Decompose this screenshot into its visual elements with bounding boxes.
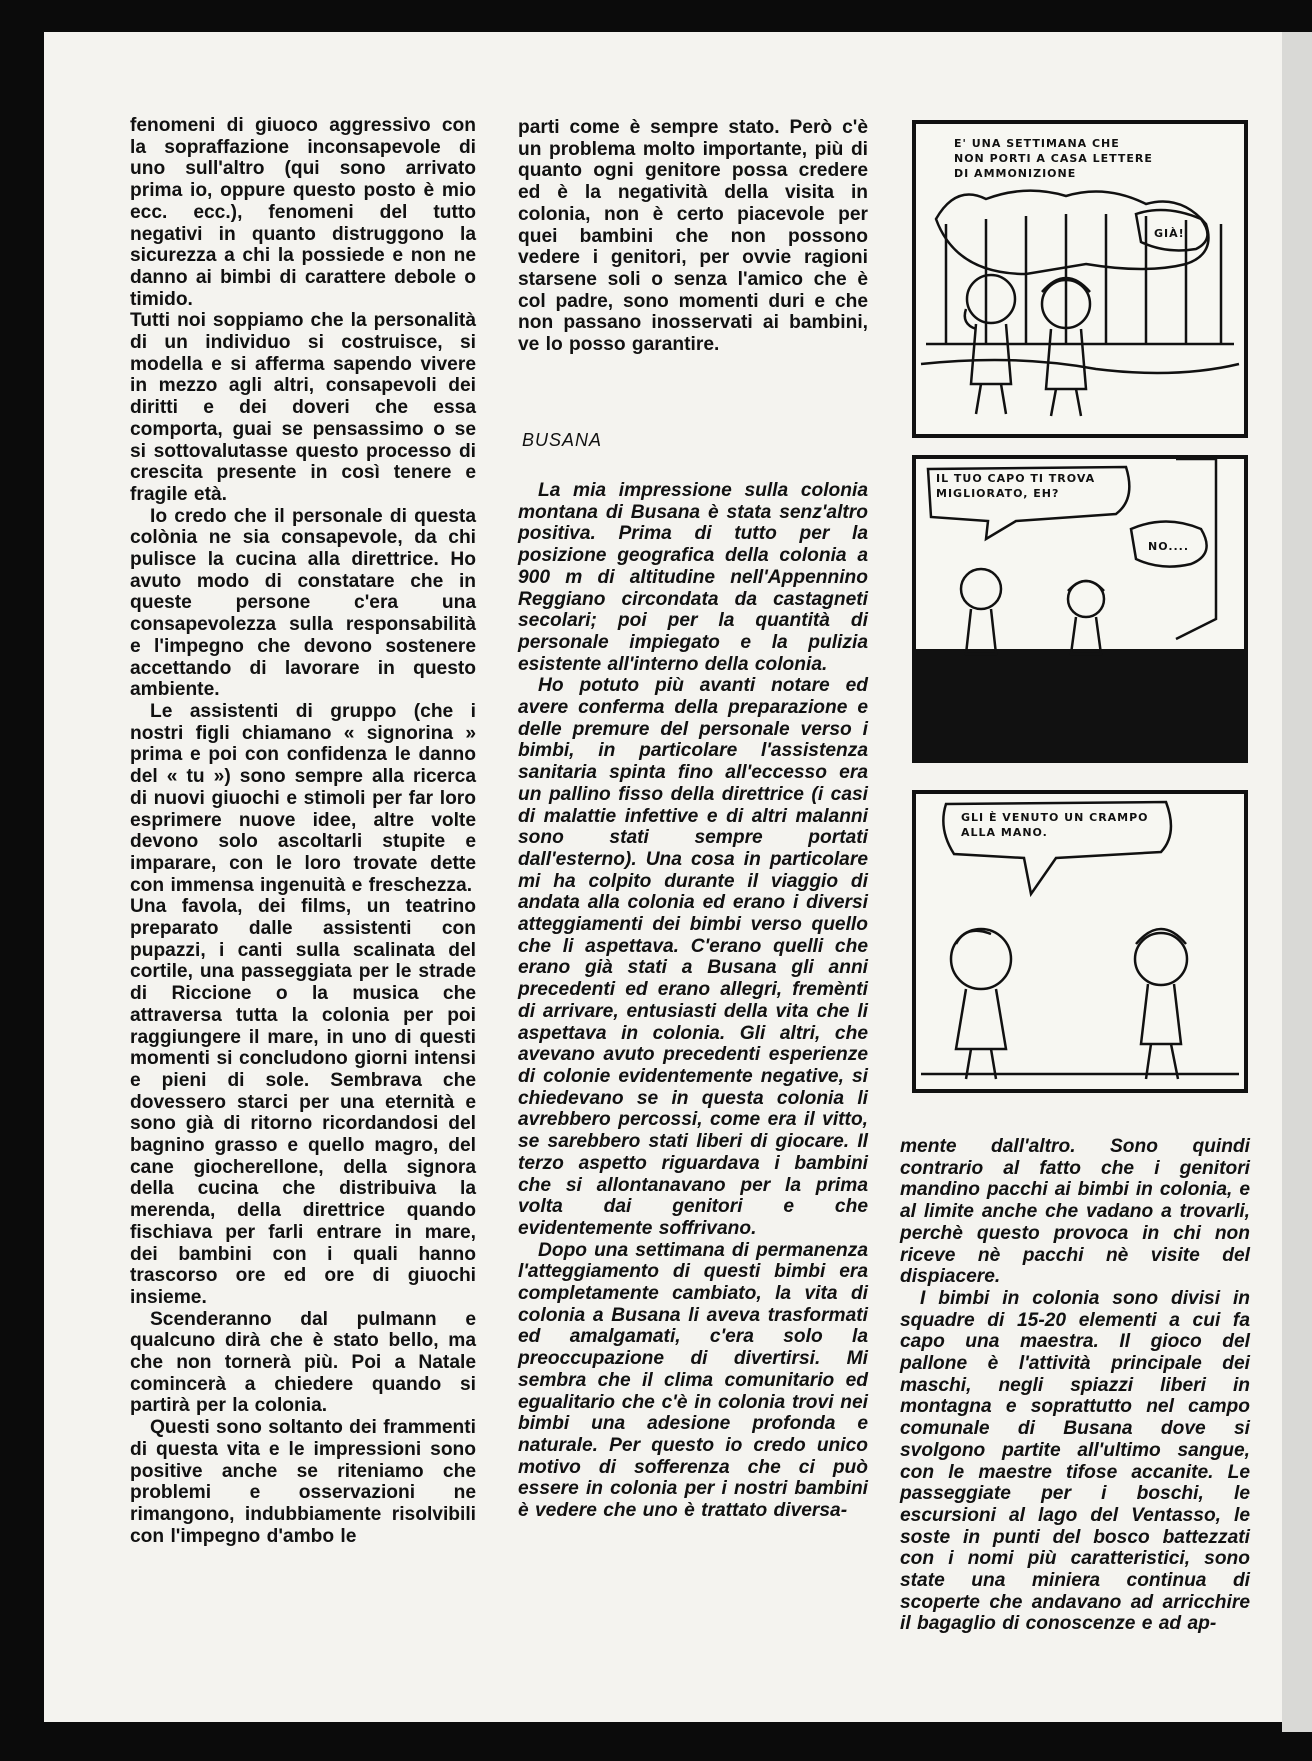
paragraph: Scenderanno dal pulmann e qualcuno dirà che è stato bello, ma che non tornerà più. Poi a Natale comincerà a chiedere quando si partirà per la colonia. xyxy=(130,1308,476,1417)
paragraph: mente dall'altro. Sono quindi contrario al fatto che i genitori mandino pacchi ai bimbi in colonia, e al limite anche che vadano a trovarli, perchè questo provoca in chi non riceve nè pacchi nè visite del dispiacere. xyxy=(900,1136,1250,1288)
next-page-edge xyxy=(1282,32,1312,1732)
section-heading: BUSANA xyxy=(522,430,603,450)
paragraph: Una favola, dei films, un teatrino preparato dalle assistenti con pupazzi, i canti sulla scalinata del cortile, una passeggiata per le strade di Riccione o la musica che attraversa tutta la colonia per poi raggiungere il mare, in uno di questi momenti si concludono giorni intensi e pieni di sole. Sembrava che dovessero starci per una eternità e sono già di ritorno ricordandosi del bagnino grasso e quello magro, del cane giocherellone, della signora della cucina che distribuiva la merenda, della direttrice quando fischiava per farli entrare in mare, dei bambini con i quali hanno trascorso ore ed ore di giuochi insieme. xyxy=(130,896,476,1308)
article-column-2 xyxy=(518,117,868,356)
paragraph: I bimbi in colonia sono divisi in squadre di 15-20 elementi a cui fa capo una maestra. Il gioco del pallone è l'attività principale dei maschi, negli spiazzi liberi in montagna e soprattutto nel campo comunale di Busana dove si svolgono partite all'ultimo sangue, con le maestre tifose accanite. Le passeggiate per i boschi, le escursioni al lago del Ventasso, le soste in punti del bosco battezzati con i nomi più caratteristici, sono state una miniera continua di scoperte che andavano ad arricchire il bagaglio di conoscenze e ad ap- xyxy=(900,1287,1250,1635)
paragraph: Dopo una settimana di permanenza l'atteggiamento di questi bimbi era completamente cambiato, la vita di colonia a Busana li aveva trasformati ed amalgamati, c'era solo la preoccupazione di divertirsi. Mi sembra che il clima comunitario ed egualitario che c'è in colonia trovi nei bimbi una adesione profonda e naturale. Per questo io credo unico motivo di sofferenza che ci può essere in colonia per i nostri bambini è vedere che uno è trattato diversa- xyxy=(518,1239,868,1522)
paragraph: parti come è sempre stato. Però c'è un problema molto importante, più di quanto ogni genitore possa credere ed è la negatività della visita in colonia, non è certo piacevole per quei bambini che non possono vedere i genitori, per ovvie ragioni starsene soli o senza l'amico che è col padre, sono momenti duri e che non passano inosservati ai bambini, ve lo posso garantire. xyxy=(518,117,868,356)
speech-bubble: IL TUO CAPO TI TROVA MIGLIORATO, EH? xyxy=(936,472,1096,500)
article-column-1 xyxy=(130,115,476,1547)
paragraph: La mia impressione sulla colonia montana di Busana è stata senz'altro positiva. Prima di tutto per la posizione geografica della colonia a 900 m di altitudine nell'Appennino Reggiano circondata da castagneti secolari; poi per la quantità di personale impiegato e la pulizia esistente all'interno della colonia. xyxy=(518,480,868,675)
comic-panel-3 xyxy=(912,790,1248,1093)
top-border xyxy=(0,0,1312,32)
speech-bubble: GIÀ! xyxy=(1154,227,1185,240)
comic-panel-2 xyxy=(912,455,1248,763)
speech-bubble: GLI È VENUTO UN CRAMPO ALLA MANO. xyxy=(961,811,1149,839)
paragraph: Io credo che il personale di questa colònia ne sia consapevole, da chi pulisce la cucina alla direttrice. Ho avuto modo di constatare che in queste persone c'era una consapevolezza sulla responsabilità e l'impegno che devono sostenere accettando di lavorare in questo ambiente. xyxy=(130,505,476,701)
speech-bubble: NO.... xyxy=(1148,540,1190,553)
paragraph: Ho potuto più avanti notare ed avere conferma della preparazione e delle premure del personale verso i bimbi, in particolare l'assistenza sanitaria spinta fino all'eccesso era un pallino fisso della direttrice (i casi di malattie infettive e di altri malanni sono stati sempre portati dall'esterno). Una cosa in particolare mi ha colpito durante il viaggio di andata alla colonia ed erano i diversi atteggiamenti dei bimbi verso quello che li aspettava. C'erano quelli che erano già stati a Busana gli anni precedenti ed erano allegri, fremènti di arrivare, entusiasti della vita che li aspettava in colonia. Gli altri, che avevano avuto precedenti esperienze di colonie evidentemente negative, si chiedevano se in questa colonia li avrebbero percossi, come era il vitto, se sarebbero stati liberi di giocare. Il terzo aspetto riguardava i bambini che si allontanavano per la prima volta dai genitori e che evidentemente soffrivano. xyxy=(518,675,868,1239)
paragraph: Questi sono soltanto dei frammenti di questa vita e le impressioni sono positive anche se riteniamo che problemi e osservazioni ne rimangono, indubbiamente risolvibili con l'impegno d'ambo le xyxy=(130,1417,476,1547)
article-column-2-italic xyxy=(518,480,868,1522)
comic-panel-1 xyxy=(912,120,1248,438)
paragraph: fenomeni di giuoco aggressivo con la sopraffazione inconsapevole di uno sull'altro (qui sono arrivato prima io, oppure questo posto è mio ecc. ecc.), fenomeni del tutto negativi in quanto distruggono la sicurezza a chi la possiede e non ne danno ai bimbi di carattere debole o timido. xyxy=(130,115,476,310)
article-column-3 xyxy=(900,1136,1250,1635)
speech-bubble: E' UNA SETTIMANA CHE NON PORTI A CASA LETTERE DI AMMONIZIONE xyxy=(954,137,1153,180)
comic-drawing-2 xyxy=(916,459,1244,759)
paragraph: Tutti noi soppiamo che la personalità di un individuo si costruisce, si modella e si afferma sapendo vivere in mezzo agli altri, consapevoli dei diritti e dei doveri che essa comporta, guai se pensassimo o se si sottovalutasse questo processo di crescita presente in così tenere e fragile età. xyxy=(130,310,476,505)
paragraph: Le assistenti di gruppo (che i nostri figli chiamano « signorina » prima e poi con confidenza le danno del « tu ») sono sempre alla ricerca di nuovi giuochi e stimoli per far loro esprimere nuove idee, altre volte devono solo ascoltarli stupite e imparare, con le loro trovate dette con immensa ingenuità e freschezza. xyxy=(130,700,476,896)
